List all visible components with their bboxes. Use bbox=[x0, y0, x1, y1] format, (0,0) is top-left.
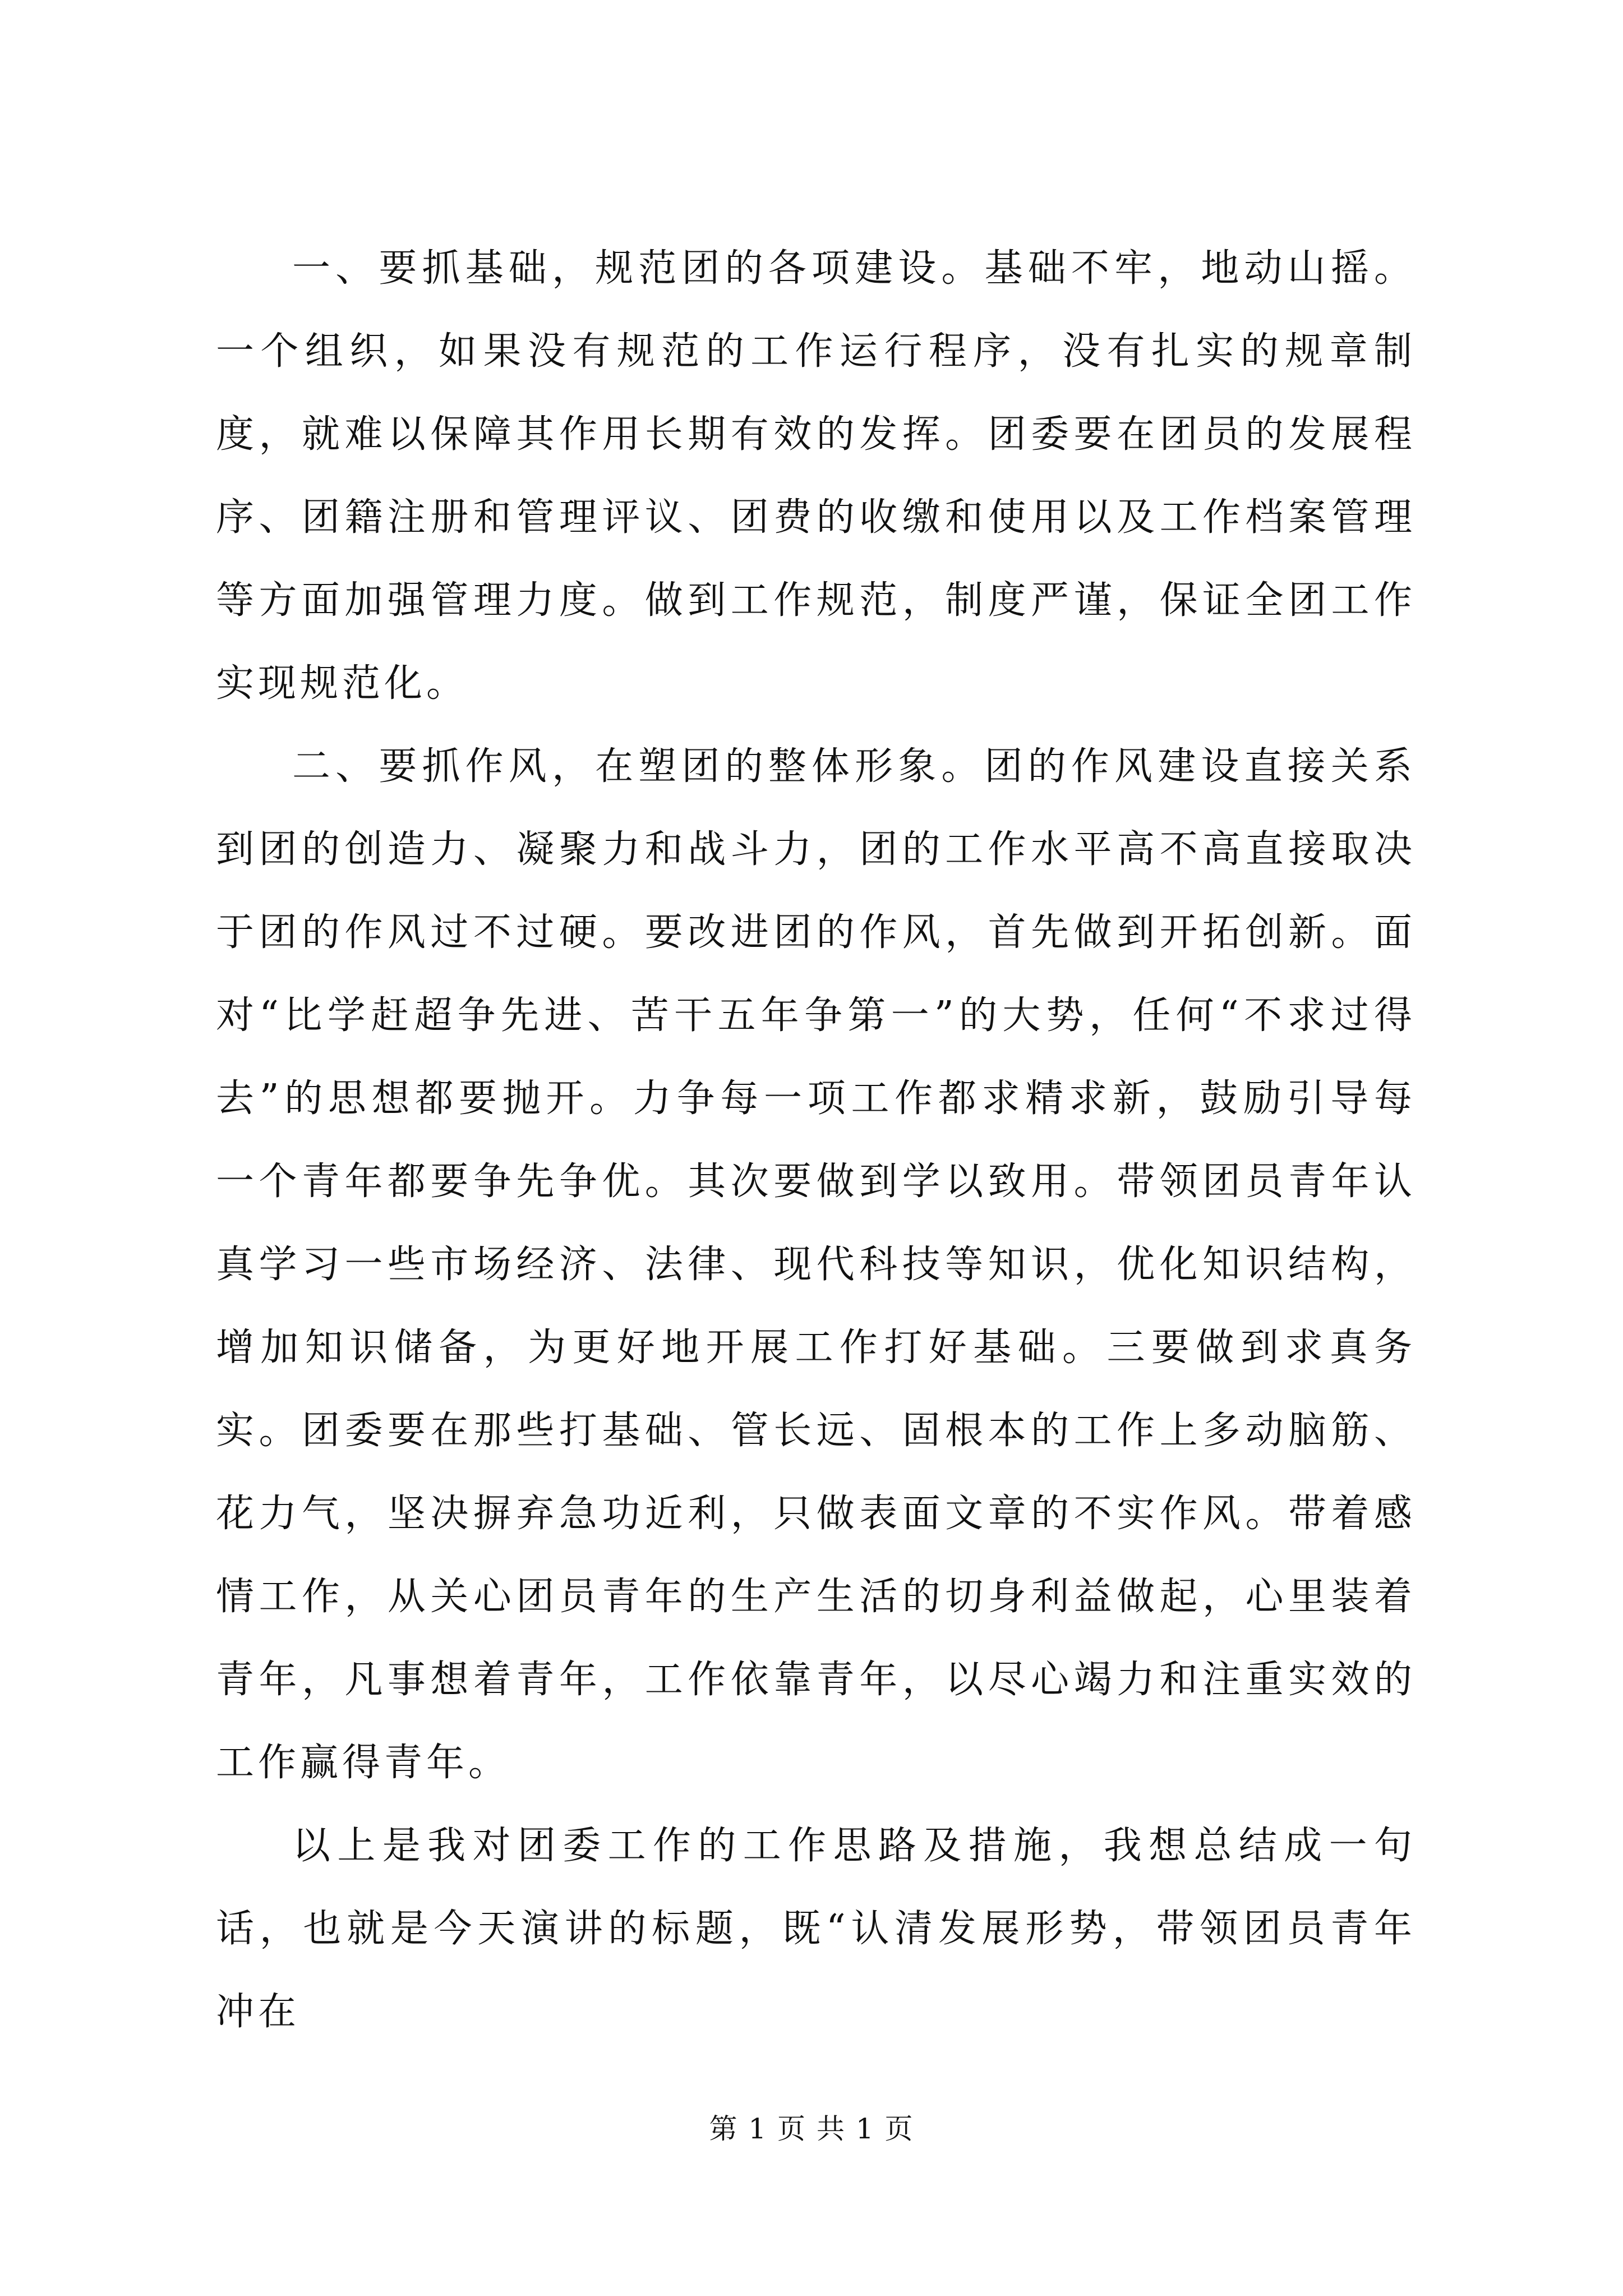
paragraph-2: 二、要抓作风，在塑团的整体形象。团的作风建设直接关系到团的创造力、凝聚力和战斗力，团的工作水平高不高直接取决于团的作风过不过硬。要改进团的作风，首先做到开拓创新。面对“比学赶超争先进、苦干五年争第一”的大势，任何“不求过得去”的思想都要抛开。力争每一项工作都求精求新，鼓励引导每一个青年都要争先争优。其次要做到学以致用。带领团员青年认真学习一些市场经济、法律、现代科技等知识，优化知识结构，增加知识储备，为更好地开展工作打好基础。三要做到求真务实。团委要在那些打基础、管长远、固根本的工作上多动脑筋、花力气，坚决摒弃急功近利，只做表面文章的不实作风。带着感情工作，从关心团员青年的生产生活的切身利益做起，心里装着青年，凡事想着青年，工作依靠青年，以尽心竭力和注重实效的工作赢得青年。 bbox=[216, 744, 1416, 1785]
page-footer: 第 1 页 共 1 页 bbox=[709, 2113, 914, 2145]
paragraph-3: 以上是我对团委工作的工作思路及措施，我想总结成一句话，也就是今天演讲的标题，既“认清发展形势，带领团员青年冲在 bbox=[216, 1824, 1416, 2034]
document-body bbox=[216, 227, 1416, 2054]
paragraph-1: 一、要抓基础，规范团的各项建设。基础不牢，地动山摇。一个组织，如果没有规范的工作运行程序，没有扎实的规章制度，就难以保障其作用长期有效的发挥。团委要在团员的发展程序、团籍注册和管理评议、团费的收缴和使用以及工作档案管理等方面加强管理力度。做到工作规范，制度严谨，保证全团工作实现规范化。 bbox=[216, 246, 1416, 706]
